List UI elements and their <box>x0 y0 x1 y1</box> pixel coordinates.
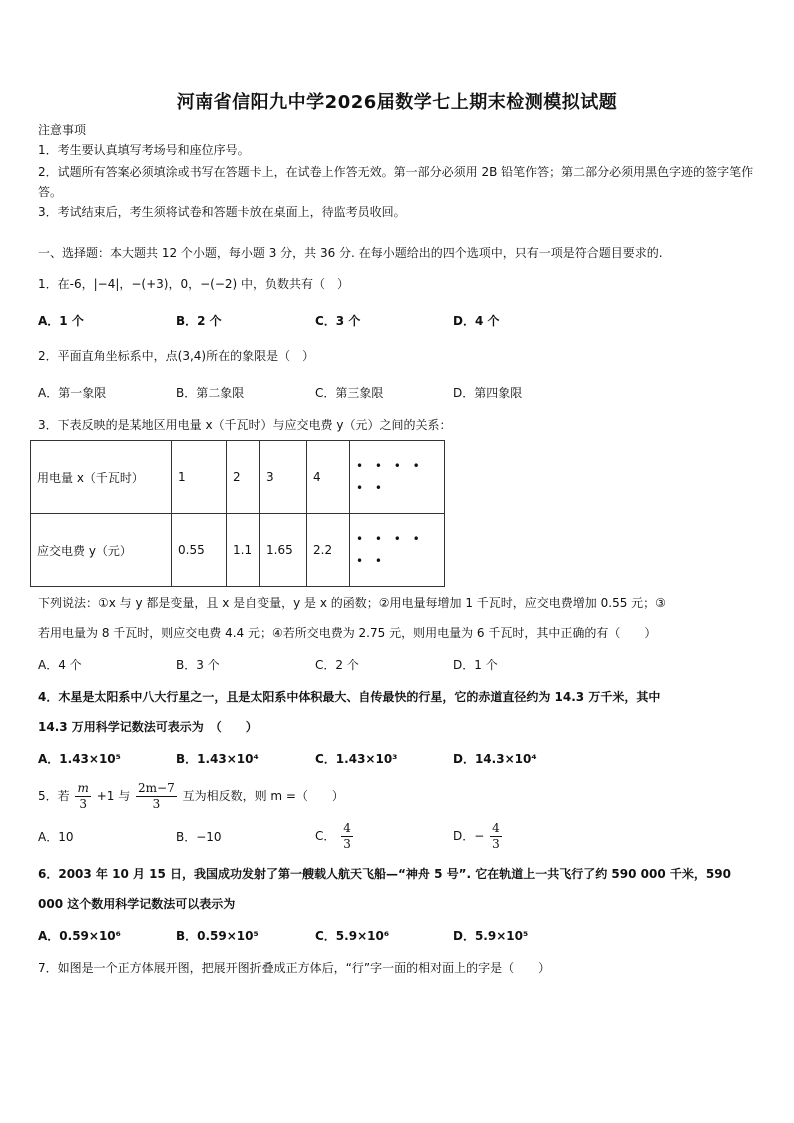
q4-option-c: C．1.43×10³ <box>315 752 398 766</box>
q3-option-d: D．1 个 <box>453 658 498 672</box>
q4-option-d: D．14.3×10⁴ <box>453 752 537 766</box>
q6-option-b: B．0.59×10⁵ <box>176 929 259 943</box>
q6-option-d: D．5.9×10⁵ <box>453 929 529 943</box>
q2-option-c: C．第三象限 <box>315 386 384 400</box>
q5-option-c-denominator: 3 <box>343 837 351 851</box>
section-heading: 一、选择题：本大题共 12 个小题，每小题 3 分，共 36 分. 在每小题给出的四个选项中，只有一项是符合题目要求的. <box>38 246 663 260</box>
electricity-table <box>30 440 445 587</box>
table-cell: 0.55 <box>172 514 227 587</box>
q5-prefix: 5．若 <box>38 789 70 803</box>
q4-option-a: A．1.43×10⁵ <box>38 752 121 766</box>
q7-stem: 7．如图是一个正方体展开图，把展开图折叠成正方体后，“行”字一面的相对面上的字是（ ） <box>38 961 551 975</box>
q5-option-d-fraction <box>490 821 502 852</box>
table-row-header: 应交电费 y（元） <box>31 514 172 587</box>
q5-fraction-2-numerator: 2m−7 <box>138 781 175 795</box>
q5-fraction-2 <box>136 781 177 812</box>
q6-stem-line-1: 6．2003 年 10 月 15 日，我国成功发射了第一艘载人航天飞船—“神舟 5 号”. 它在轨道上一共飞行了约 590 000 千米，590 <box>38 867 731 881</box>
table-cell: 3 <box>260 441 307 514</box>
table-cell: 2 <box>227 441 260 514</box>
table-cell-ellipsis: • • • • • • <box>350 441 445 514</box>
q3-option-c: C．2 个 <box>315 658 359 672</box>
table-cell: 1.1 <box>227 514 260 587</box>
q1-option-c: C．3 个 <box>315 314 361 328</box>
q6-option-c: C．5.9×10⁶ <box>315 929 390 943</box>
q6-stem-line-2: 000 这个数用科学记数法可以表示为 <box>38 897 236 911</box>
q5-option-a: A．10 <box>38 830 74 844</box>
table-cell: 1 <box>172 441 227 514</box>
q5-option-d-numerator: 4 <box>492 821 500 835</box>
table-cell: 4 <box>307 441 350 514</box>
q5-option-b: B．−10 <box>176 830 222 844</box>
q4-stem-line-1: 4．木星是太阳系中八大行星之一，且是太阳系中体积最大、自传最快的行星，它的赤道直径约为 14.3 万千米，其中 <box>38 690 661 704</box>
q3-description-line-1: 下列说法：①x 与 y 都是变量，且 x 是自变量，y 是 x 的函数；②用电量每增加 1 千瓦时，应交电费增加 0.55 元；③ <box>38 596 666 610</box>
q2-option-a: A．第一象限 <box>38 386 107 400</box>
q5-stem <box>38 778 344 814</box>
q5-middle: +1 与 <box>96 789 131 803</box>
q1-stem: 1．在-6，|−4|，−(+3)，0，−(−2) 中，负数共有（ ） <box>38 277 350 291</box>
q3-stem: 3．下表反映的是某地区用电量 x（千瓦时）与应交电费 y（元）之间的关系： <box>38 418 452 432</box>
q2-stem: 2．平面直角坐标系中，点(3,4)所在的象限是（ ） <box>38 349 315 363</box>
table-row-header: 用电量 x（千瓦时） <box>31 441 172 514</box>
page-title: 河南省信阳九中学2026届数学七上期末检测模拟试题 <box>176 92 618 113</box>
q5-suffix: 互为相反数，则 m =（ ） <box>182 789 344 803</box>
q3-option-b: B．3 个 <box>176 658 220 672</box>
q5-option-d <box>453 818 504 854</box>
table-cell-ellipsis: • • • • • • <box>350 514 445 587</box>
q5-option-c-numerator: 4 <box>343 821 351 835</box>
q2-option-d: D．第四象限 <box>453 386 523 400</box>
q5-option-c-fraction <box>341 821 353 852</box>
q5-option-d-label: D．− <box>453 829 485 843</box>
notice-item-1: 1．考生要认真填写考场号和座位序号。 <box>38 143 250 157</box>
q1-option-b: B．2 个 <box>176 314 222 328</box>
q5-option-c-label: C． <box>315 829 336 843</box>
q5-fraction-2-denominator: 3 <box>152 797 161 811</box>
q5-fraction-1-denominator: 3 <box>79 797 87 811</box>
notice-item-2: 2．试题所有答案必须填涂或书写在答题卡上，在试卷上作答无效。第一部分必须用 2B 铅笔作答；第二部分必须用黑色字迹的签字笔作答。 <box>38 165 754 199</box>
table-row <box>31 514 445 587</box>
table-cell: 2.2 <box>307 514 350 587</box>
q4-stem-line-2: 14.3 万用科学记数法可表示为 （ ） <box>38 720 258 734</box>
q1-option-a: A．1 个 <box>38 314 84 328</box>
q5-option-c <box>315 818 355 854</box>
q1-option-d: D．4 个 <box>453 314 500 328</box>
q5-fraction-1 <box>75 781 90 812</box>
q3-option-a: A．4 个 <box>38 658 82 672</box>
table-cell: 1.65 <box>260 514 307 587</box>
q2-option-b: B．第二象限 <box>176 386 245 400</box>
notice-heading: 注意事项 <box>38 123 87 137</box>
q5-option-d-denominator: 3 <box>492 837 500 851</box>
q6-option-a: A．0.59×10⁶ <box>38 929 121 943</box>
q4-option-b: B．1.43×10⁴ <box>176 752 259 766</box>
q5-fraction-1-numerator: m <box>77 781 89 795</box>
notice-item-3: 3．考试结束后，考生须将试卷和答题卡放在桌面上，待监考员收回。 <box>38 205 406 219</box>
table-row <box>31 441 445 514</box>
q3-description-line-2: 若用电量为 8 千瓦时，则应交电费 4.4 元；④若所交电费为 2.75 元，则用电量为 6 千瓦时，其中正确的有（ ） <box>38 626 657 640</box>
